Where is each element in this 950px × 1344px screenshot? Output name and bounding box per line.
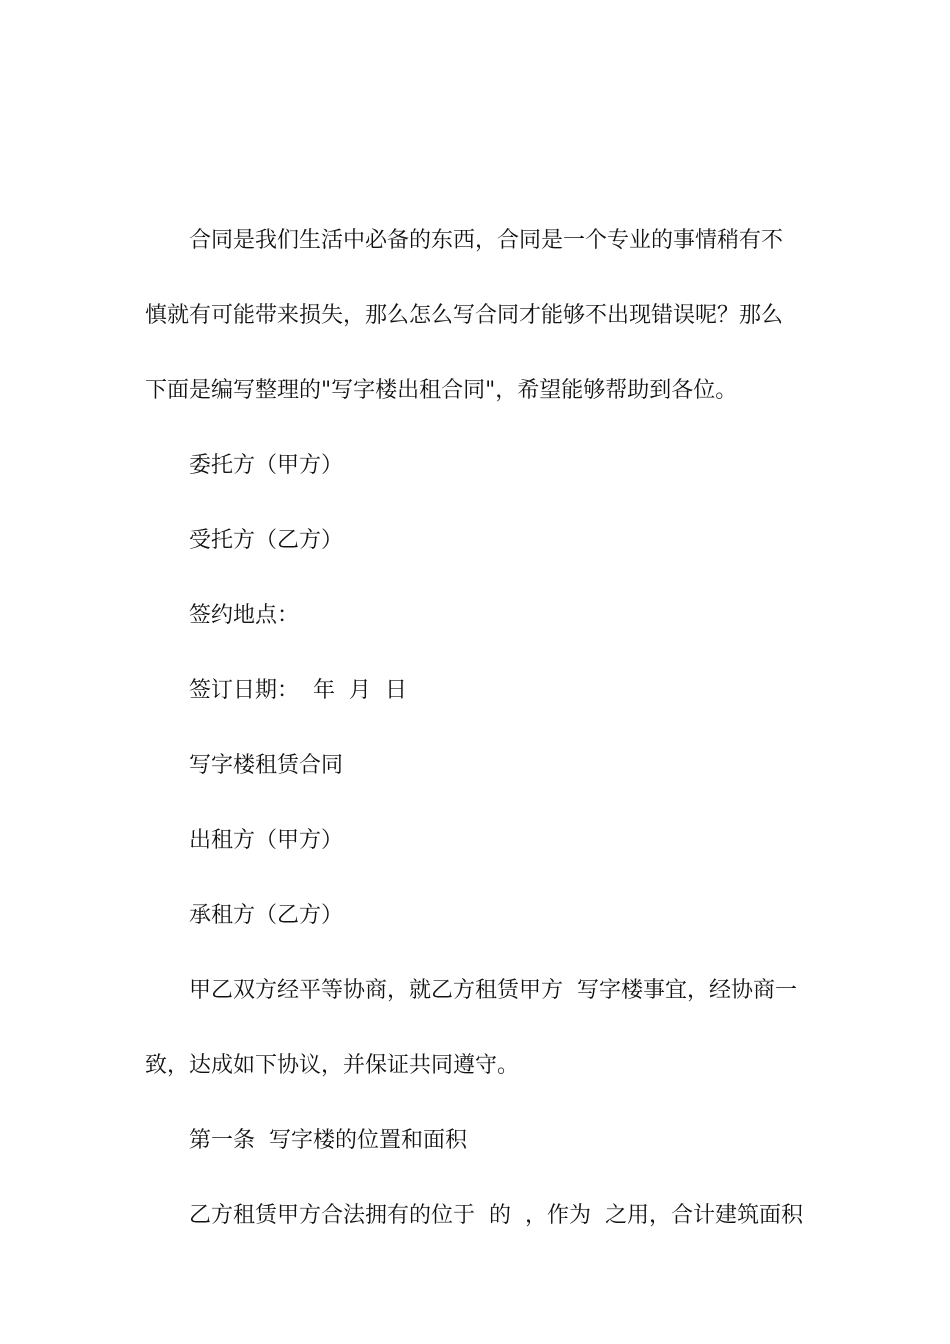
entrusted-party: 受托方（乙方） — [189, 528, 344, 553]
signing-date: 签订日期： 年 月 日 — [189, 678, 407, 703]
article-one-paragraph-line-1: 乙方租赁甲方合法拥有的位于 的 ，作为 之用，合计建筑面积 — [189, 1203, 803, 1228]
signing-location: 签约地点： — [189, 603, 300, 628]
article-one-heading: 第一条 写字楼的位置和面积 — [189, 1128, 467, 1153]
lessee-party: 承租方（乙方） — [189, 903, 344, 928]
lessor-party: 出租方（甲方） — [189, 828, 344, 853]
intro-paragraph-line-1: 合同是我们生活中必备的东西，合同是一个专业的事情稍有不 — [189, 228, 784, 253]
contract-title: 写字楼租赁合同 — [189, 753, 344, 778]
agreement-paragraph-line-1: 甲乙双方经平等协商，就乙方租赁甲方 写字楼事宜，经协商一 — [189, 978, 797, 1003]
intro-paragraph-line-3: 下面是编写整理的"写字楼出租合同"，希望能够帮助到各位。 — [145, 378, 738, 403]
entrusting-party: 委托方（甲方） — [189, 453, 344, 478]
agreement-paragraph-line-2: 致，达成如下协议，并保证共同遵守。 — [145, 1053, 520, 1078]
intro-paragraph-line-2: 慎就有可能带来损失，那么怎么写合同才能够不出现错误呢？那么 — [145, 303, 784, 328]
document-body — [145, 203, 810, 1253]
